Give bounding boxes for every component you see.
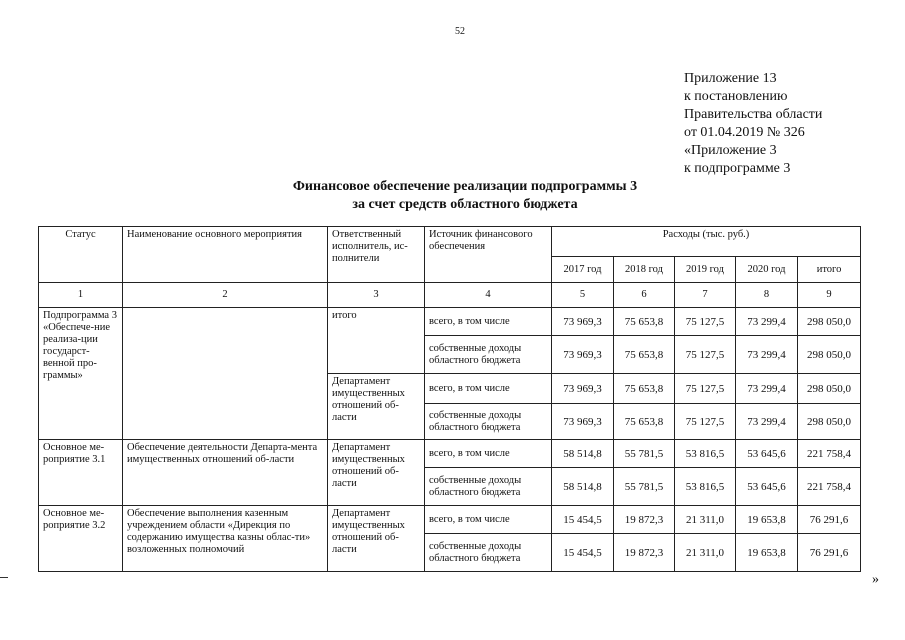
status-cell: Основное ме-роприятие 3.1 (39, 440, 123, 506)
year-value-cell: 53 645,6 (736, 440, 798, 468)
column-number: 9 (798, 283, 861, 308)
total-value-cell: 298 050,0 (798, 336, 861, 374)
source-cell: всего, в том числе (425, 374, 552, 404)
appendix-line: от 01.04.2019 № 326 (684, 125, 805, 140)
year-value-cell: 21 311,0 (675, 506, 736, 534)
year-value-cell: 19 653,8 (736, 534, 798, 572)
title-line: Финансовое обеспечение реализации подпрограммы 3 (292, 179, 638, 194)
year-value-cell: 15 454,5 (552, 506, 614, 534)
executor-cell: Департамент имущественных отношений об-ласти (328, 506, 425, 572)
header-expenses: Расходы (тыс. руб.) (552, 227, 861, 257)
appendix-block (684, 70, 822, 178)
year-value-cell: 15 454,5 (552, 534, 614, 572)
header-year: 2020 год (736, 257, 798, 283)
year-value-cell: 21 311,0 (675, 534, 736, 572)
executor-cell: итого (328, 308, 425, 374)
appendix-line: к постановлению (684, 89, 788, 104)
year-value-cell: 53 816,5 (675, 440, 736, 468)
year-value-cell: 73 299,4 (736, 374, 798, 404)
header-year: 2018 год (614, 257, 675, 283)
closing-quote: » (872, 572, 879, 587)
year-value-cell: 73 969,3 (552, 404, 614, 440)
financing-table (38, 226, 861, 572)
document-title (150, 178, 780, 214)
year-value-cell: 75 653,8 (614, 308, 675, 336)
header-year: 2017 год (552, 257, 614, 283)
column-number: 3 (328, 283, 425, 308)
measure-name-cell: Обеспечение деятельности Департа-мента имущественных отношений об-ласти (123, 440, 328, 506)
header-responsible: Ответственный исполнитель, ис-полнители (328, 227, 425, 283)
year-value-cell: 75 127,5 (675, 336, 736, 374)
year-value-cell: 19 653,8 (736, 506, 798, 534)
year-value-cell: 75 127,5 (675, 374, 736, 404)
total-value-cell: 221 758,4 (798, 440, 861, 468)
year-value-cell: 19 872,3 (614, 506, 675, 534)
year-value-cell: 19 872,3 (614, 534, 675, 572)
source-cell: собственные доходы областного бюджета (425, 336, 552, 374)
year-value-cell: 75 653,8 (614, 374, 675, 404)
year-value-cell: 75 653,8 (614, 336, 675, 374)
year-value-cell: 73 299,4 (736, 336, 798, 374)
appendix-line: Приложение 13 (684, 71, 777, 86)
header-source: Источник финансового обеспечения (425, 227, 552, 283)
year-value-cell: 75 127,5 (675, 404, 736, 440)
measure-name-cell (123, 308, 328, 440)
appendix-line: Правительства области (684, 107, 823, 122)
appendix-line: к подпрограмме 3 (684, 161, 791, 176)
total-value-cell: 76 291,6 (798, 534, 861, 572)
column-number: 7 (675, 283, 736, 308)
year-value-cell: 73 299,4 (736, 308, 798, 336)
header-total: итого (798, 257, 861, 283)
year-value-cell: 73 969,3 (552, 308, 614, 336)
total-value-cell: 298 050,0 (798, 308, 861, 336)
year-value-cell: 58 514,8 (552, 440, 614, 468)
year-value-cell: 73 299,4 (736, 404, 798, 440)
column-number: 8 (736, 283, 798, 308)
year-value-cell: 75 653,8 (614, 404, 675, 440)
margin-dash (0, 577, 8, 578)
table-row (39, 440, 861, 468)
source-cell: всего, в том числе (425, 440, 552, 468)
column-number: 6 (614, 283, 675, 308)
total-value-cell: 76 291,6 (798, 506, 861, 534)
source-cell: всего, в том числе (425, 506, 552, 534)
status-cell: Подпрограмма 3 «Обеспече-ние реализа-ции государст-венной про-граммы» (39, 308, 123, 440)
title-line: за счет средств областного бюджета (352, 197, 578, 212)
year-value-cell: 58 514,8 (552, 468, 614, 506)
table-row (39, 308, 861, 336)
measure-name-cell: Обеспечение выполнения казенным учреждением области «Дирекция по содержанию имущества казны облас-ти» возложенных полномочий (123, 506, 328, 572)
source-cell: всего, в том числе (425, 308, 552, 336)
status-cell: Основное ме-роприятие 3.2 (39, 506, 123, 572)
column-number: 5 (552, 283, 614, 308)
year-value-cell: 53 645,6 (736, 468, 798, 506)
executor-cell: Департамент имущественных отношений об-ласти (328, 374, 425, 440)
source-cell: собственные доходы областного бюджета (425, 404, 552, 440)
source-cell: собственные доходы областного бюджета (425, 468, 552, 506)
executor-cell: Департамент имущественных отношений об-ласти (328, 440, 425, 506)
total-value-cell: 221 758,4 (798, 468, 861, 506)
year-value-cell: 73 969,3 (552, 374, 614, 404)
column-number: 4 (425, 283, 552, 308)
year-value-cell: 73 969,3 (552, 336, 614, 374)
year-value-cell: 75 127,5 (675, 308, 736, 336)
page-number: 52 (455, 26, 465, 37)
year-value-cell: 55 781,5 (614, 468, 675, 506)
appendix-line: «Приложение 3 (684, 143, 777, 158)
total-value-cell: 298 050,0 (798, 404, 861, 440)
total-value-cell: 298 050,0 (798, 374, 861, 404)
table-row (39, 506, 861, 534)
year-value-cell: 55 781,5 (614, 440, 675, 468)
column-number: 2 (123, 283, 328, 308)
header-year: 2019 год (675, 257, 736, 283)
header-name: Наименование основного мероприятия (123, 227, 328, 283)
source-cell: собственные доходы областного бюджета (425, 534, 552, 572)
header-status: Статус (39, 227, 123, 283)
year-value-cell: 53 816,5 (675, 468, 736, 506)
column-number: 1 (39, 283, 123, 308)
